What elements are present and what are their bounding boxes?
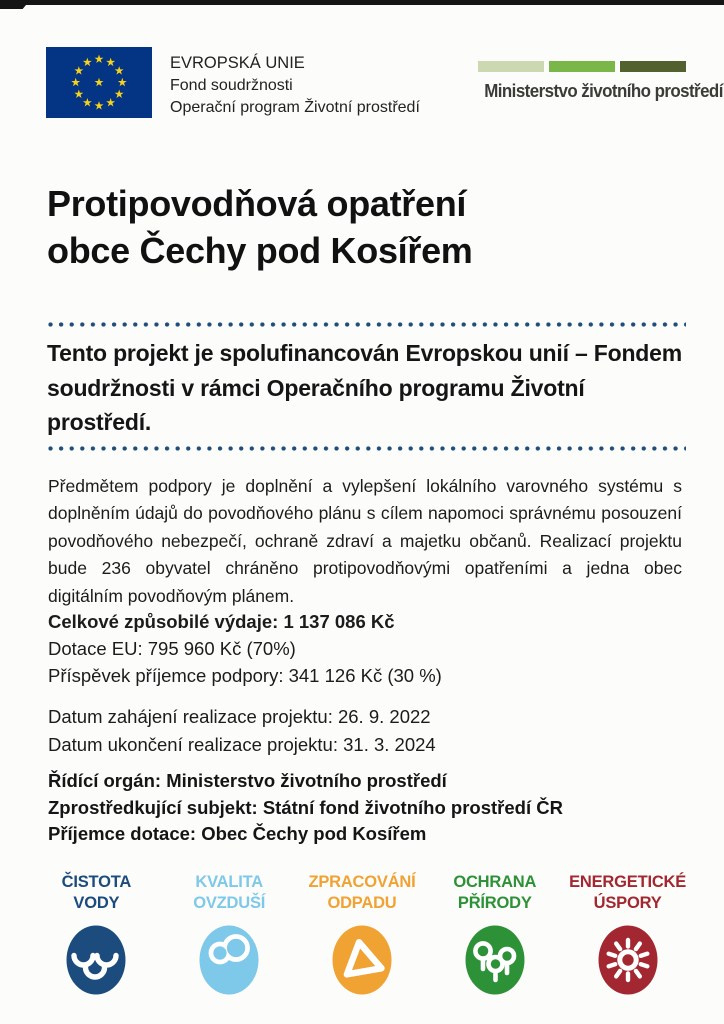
category-icons-row — [30, 872, 694, 997]
dotted-divider-top — [48, 322, 686, 327]
category-water-label: ČISTOTA VODY — [61, 873, 132, 912]
category-waste-label: ZPRACOVÁNÍ ODPADU — [308, 873, 416, 912]
eu-program-text — [170, 52, 420, 120]
eu-flag — [46, 47, 152, 118]
category-water — [30, 872, 163, 997]
dotted-divider-bottom — [48, 446, 686, 451]
total-expenses-line: Celkové způsobilé výdaje: 1 137 086 Kč — [48, 611, 395, 632]
finance-block — [48, 608, 442, 689]
ministry-bar-light — [478, 61, 544, 72]
ministry-logo-bars — [478, 61, 686, 72]
category-air-label: KVALITA OVZDUŠÍ — [193, 873, 266, 912]
category-energy-label: ENERGETICKÉ ÚSPORY — [569, 873, 687, 912]
ministry-name: Ministerstvo životního prostředí — [484, 81, 723, 101]
beneficiary-contribution-line: Příspěvek příjemce podpory: 341 126 Kč (30 %) — [48, 665, 442, 686]
category-air — [163, 872, 296, 997]
cofinancing-statement: Tento projekt je spolufinancován Evropskou unií – Fondem soudržnosti v rámci Operačního programu Životní prostředí. — [47, 340, 683, 435]
energy-icon — [597, 921, 659, 997]
project-description: Předmětem podpory je doplnění a vylepšení lokálního varovného systému s doplněním údajů do povodňového plánu s cílem napomoci správnému posouzení povodňového nebezpečí, ochraně zdraví a majetku občanů. Realizací projektu bude 236 obyvatel chráněno protipovodňovými opatřeními a jedna obec digitálním povodňovým plánem. — [48, 476, 682, 606]
water-icon — [65, 921, 127, 997]
eu-fund-label: Fond soudržnosti — [170, 76, 293, 94]
category-nature-label: OCHRANA PŘÍRODY — [453, 873, 537, 912]
dates-block — [48, 703, 436, 758]
scan-artifact-line — [0, 0, 724, 5]
organizations-block — [48, 768, 563, 848]
project-title-line1: Protipovodňová opatření — [47, 183, 467, 224]
end-date-line: Datum ukončení realizace projektu: 31. 3. 2024 — [48, 733, 436, 755]
intermediate-body-line: Zprostředkující subjekt: Státní fond životního prostředí ČR — [48, 796, 563, 818]
ministry-logo — [478, 61, 723, 102]
category-nature — [428, 872, 561, 997]
eu-union-label: EVROPSKÁ UNIE — [170, 54, 305, 72]
waste-icon — [331, 921, 393, 997]
category-waste — [296, 872, 429, 997]
air-icon — [198, 921, 260, 997]
ministry-bar-dark — [620, 61, 686, 72]
ministry-bar-medium — [549, 61, 615, 72]
start-date-line: Datum zahájení realizace projektu: 26. 9. 2022 — [48, 706, 431, 727]
category-energy — [561, 872, 694, 997]
project-title-line2: obce Čechy pod Kosířem — [47, 230, 473, 271]
managing-authority-line: Řídící orgán: Ministerstvo životního prostředí — [48, 770, 447, 791]
eu-operational-program-label: Operační program Životní prostředí — [170, 99, 420, 116]
project-title — [47, 180, 473, 274]
eu-grant-line: Dotace EU: 795 960 Kč (70%) — [48, 638, 296, 659]
beneficiary-line: Příjemce dotace: Obec Čechy pod Kosířem — [48, 823, 427, 844]
nature-icon — [464, 921, 526, 997]
